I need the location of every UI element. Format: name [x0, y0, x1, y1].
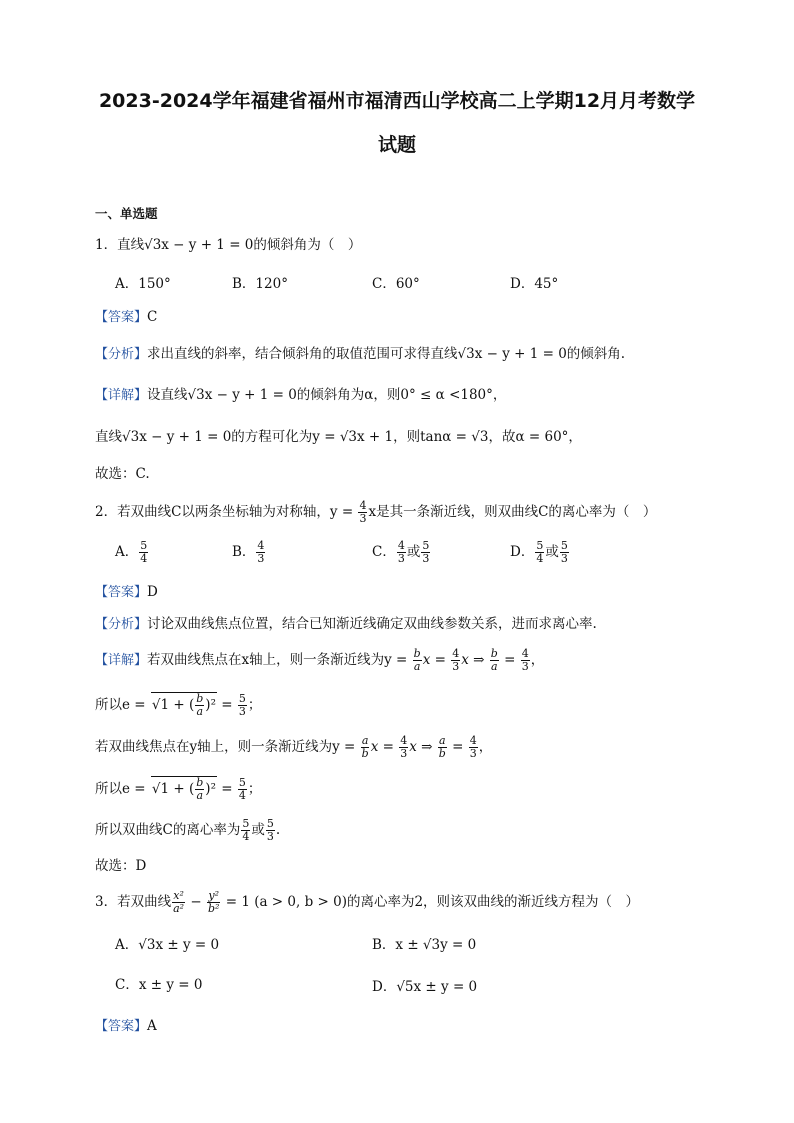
- fraction: [238, 693, 247, 718]
- question-1-option-b: B．120°: [232, 276, 288, 292]
- detail-tag: 【详解】: [95, 653, 148, 668]
- question-2-detail-2: 若双曲线焦点在y轴上，则一条渐近线为y = $\frac{a}{b}$ x = $\frac{4}{3}$ x ⇒ $\frac{a}{b}$ = $\frac{4}{3}$ ，: [95, 734, 493, 760]
- question-1-analysis: [95, 345, 625, 364]
- question-2-analysis: [95, 615, 597, 634]
- question-2-option-b: [232, 540, 266, 565]
- question-1-detail: [95, 386, 506, 405]
- question-3-answer: [95, 1017, 157, 1036]
- fraction-den: 4: [140, 552, 148, 565]
- question-2-answer: [95, 583, 158, 602]
- fraction: $\frac{4}{3}$: [521, 647, 529, 673]
- question-2-detail: 【详解】若双曲线焦点在x轴上，则一条渐近线为y = $\frac{b}{a}$ x = $\frac{4}{3}$ x ⇒ $\frac{b}{a}$ = $\frac{4}{3}$ ，: [95, 647, 545, 673]
- question-2-option-c: [372, 540, 431, 565]
- stem-text-a: 2．若双曲线C以两条坐标轴为对称轴，y =: [95, 504, 358, 520]
- detail-text: 所以e =: [95, 781, 150, 797]
- question-1-stem: 1．直线√3x − y + 1 = 0的倾斜角为（ ）: [95, 237, 362, 253]
- fraction-den: 3: [238, 705, 246, 718]
- sqrt-expression: √1 + ( $\frac{b}{a}$ )²: [151, 776, 216, 802]
- period: .: [275, 822, 281, 838]
- summary-text: 所以双曲线C的离心率为: [95, 822, 241, 838]
- fraction: [139, 540, 148, 565]
- question-1-conclusion: 故选：C.: [95, 466, 150, 482]
- question-3-option-d: D．√5x ± y = 0: [372, 979, 478, 995]
- stem-text-b: x是其一条渐近线，则双曲线C的离心率为（ ）: [368, 504, 657, 520]
- fraction: [397, 540, 406, 565]
- fraction: [535, 540, 544, 565]
- fraction-den: 3: [257, 552, 265, 565]
- question-2-option-a: [115, 540, 149, 565]
- answer-tag: 【答案】: [95, 310, 148, 325]
- question-2-eccentricity-1: 所以e = √1 + ( $\frac{b}{a}$ )² = $\frac{5}{3}$ ；: [95, 692, 262, 718]
- section-heading: 一、单选题: [95, 206, 158, 221]
- fraction-den: 4: [238, 789, 246, 802]
- fraction-den: 4: [536, 552, 544, 565]
- fraction-num: 5: [560, 539, 568, 552]
- question-1-option-d: D．45°: [510, 276, 559, 292]
- fraction-den: 3: [359, 512, 367, 525]
- question-1-option-a: A．150°: [115, 276, 171, 292]
- answer-tag: 【答案】: [95, 1019, 148, 1034]
- analysis-tag: 【分析】: [95, 617, 148, 632]
- document-title-line2: 试题: [377, 134, 416, 156]
- stem-text-a: 3．若双曲线: [95, 894, 172, 910]
- fraction-num: 4: [257, 539, 265, 552]
- fraction-den: 3: [422, 552, 430, 565]
- fraction: [256, 540, 265, 565]
- option-label: B．: [232, 544, 256, 560]
- option-label: C．: [372, 544, 396, 560]
- question-1-detail-line2: 直线√3x − y + 1 = 0的方程可化为y = √3x + 1，则tanα = √3，故α = 60°，: [95, 429, 582, 445]
- question-3-option-b: B．x ± √3y = 0: [372, 937, 477, 953]
- stem-text-b: = 1 (a > 0, b > 0)的离心率为2，则该双曲线的渐近线方程为（ ）: [221, 894, 640, 910]
- fraction: $\frac{4}{3}$: [452, 647, 460, 673]
- fraction-den: 3: [397, 552, 405, 565]
- question-2-option-d: [510, 540, 570, 565]
- fraction: $\frac{b}{a}$: [490, 647, 498, 673]
- or-text: 或: [545, 544, 559, 560]
- answer-value: C: [147, 309, 158, 325]
- fraction-num: 5: [140, 539, 148, 552]
- fraction-num: 5: [238, 776, 246, 789]
- question-2-eccentricity-2: 所以e = √1 + ( $\frac{b}{a}$ )² = $\frac{5}{4}$ ；: [95, 776, 262, 802]
- answer-value: D: [147, 584, 158, 600]
- analysis-text: 讨论双曲线焦点位置，结合已知渐近线确定双曲线参数关系，进而求离心率.: [147, 616, 597, 632]
- fraction-num: 5: [238, 692, 246, 705]
- fraction: $\frac{\text{x²}}{\text{a²}}$: [173, 889, 185, 915]
- question-2-stem: [95, 500, 656, 525]
- or-text: 或: [406, 544, 421, 560]
- fraction-num: 5: [422, 539, 430, 552]
- detail-text: 若双曲线焦点在y轴上，则一条渐近线为y =: [95, 739, 360, 755]
- fraction: $\frac{4}{3}$: [400, 734, 408, 760]
- question-3-option-a: A．√3x ± y = 0: [115, 937, 220, 953]
- option-label: D．: [510, 544, 535, 560]
- detail-text: 所以e =: [95, 697, 150, 713]
- fraction: $\frac{5}{3}$: [266, 817, 274, 843]
- fraction-num: 4: [359, 499, 367, 512]
- option-label: A．: [115, 544, 139, 560]
- analysis-text: 求出直线的斜率，结合倾斜角的取值范围可求得直线√3x − y + 1 = 0的倾斜角.: [147, 346, 626, 362]
- question-3-option-c: C．x ± y = 0: [115, 977, 203, 993]
- detail-tag: 【详解】: [95, 388, 148, 403]
- question-2-conclusion: 故选：D: [95, 858, 147, 874]
- fraction: $\frac{a}{b}$: [438, 734, 446, 760]
- fraction: [238, 777, 247, 802]
- answer-tag: 【答案】: [95, 585, 148, 600]
- sqrt-expression: √1 + ( $\frac{b}{a}$ )²: [151, 692, 216, 718]
- document-title-line1: 2023-2024学年福建省福州市福清西山学校高二上学期12月月考数学: [98, 90, 696, 112]
- detail-text: 设直线√3x − y + 1 = 0的倾斜角为α，则0° ≤ α <180°，: [147, 387, 507, 403]
- detail-text: 若双曲线焦点在x轴上，则一条渐近线为y =: [147, 652, 412, 668]
- fraction: $\frac{4}{3}$: [469, 734, 477, 760]
- fraction: $\frac{5}{4}$: [242, 817, 250, 843]
- question-1-option-c: C．60°: [372, 276, 420, 292]
- answer-value: A: [147, 1018, 157, 1034]
- fraction-num: 5: [536, 539, 544, 552]
- question-3-stem: 3．若双曲线 $\frac{\text{x²}}{\text{a²}}$ − $\frac{\text{y²}}{\text{b²}}$ = 1 (a > 0, b > 0)的离心率为2，则该双曲线的渐近线方程为（ ）: [95, 889, 640, 915]
- fraction: $\frac{b}{a}$: [413, 647, 421, 673]
- fraction: $\frac{a}{b}$: [361, 734, 369, 760]
- fraction: [358, 500, 367, 525]
- fraction: [421, 540, 430, 565]
- fraction-den: 3: [560, 552, 568, 565]
- or-text: 或: [251, 822, 265, 838]
- question-2-summary: [95, 818, 280, 843]
- fraction: $\frac{\text{y²}}{\text{b²}}$: [207, 889, 220, 915]
- analysis-tag: 【分析】: [95, 347, 148, 362]
- fraction-num: 4: [397, 539, 405, 552]
- question-1-answer: [95, 308, 157, 327]
- fraction: [560, 540, 569, 565]
